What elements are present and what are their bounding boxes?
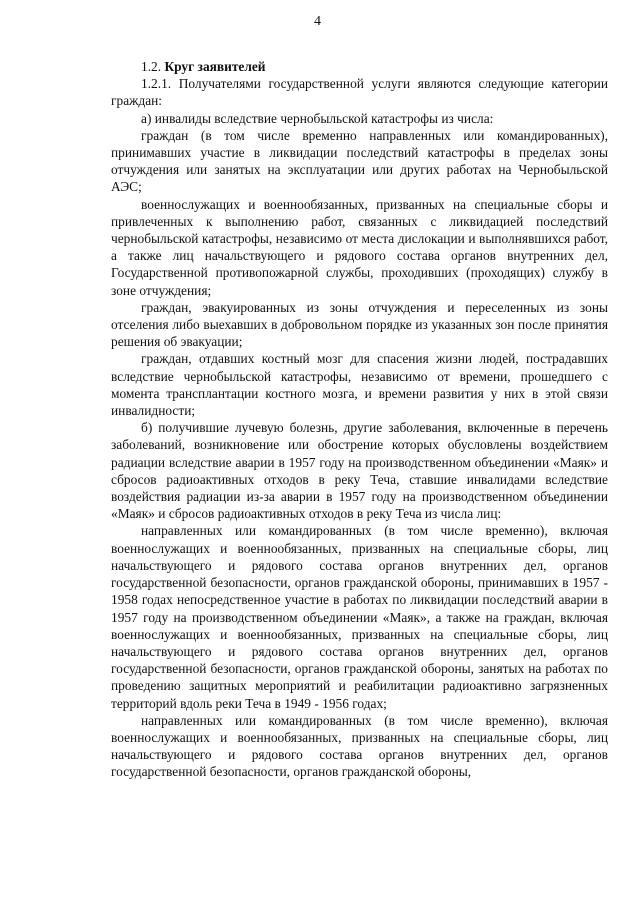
paragraph-bone-marrow-donors: граждан, отдавших костный мозг для спасения жизни людей, пострадавших вследствие чернобыльской катастрофы, независимо от времени, прошедшего с момента трансплантации костного мозга, и времени развития у них в этой связи инвалидности; xyxy=(111,351,608,419)
paragraph-military-personnel: военнослужащих и военнообязанных, призванных на специальные сборы и привлеченных к выполнению работ, связанных с ликвидацией последствий чернобыльской катастрофы, независимо от места дислокации и выполнявшихся работ, а также лиц начальствующего и рядового состава органов внутренних дел, Государственной противопожарной службы, проходивших (проходящих) службу в зоне отчуждения; xyxy=(111,196,608,298)
paragraph-mayak-directed: направленных или командированных (в том числе временно), включая военнослужащих и военнообязанных, призванных на специальные сборы, лиц начальствующего и рядового состава органов внутренних дел, органов государственной безопасности, органов гражданской обороны, xyxy=(111,712,608,780)
paragraph-evacuated-citizens: граждан, эвакуированных из зоны отчуждения и переселенных из зоны отселения либо выехавших в добровольном порядке из указанных зон после принятия решения об эвакуации; xyxy=(111,299,608,350)
paragraph-item-b: б) получившие лучевую болезнь, другие заболевания, включенные в перечень заболеваний, возникновение или обострение которых обусловлены воздействием радиации вследствие аварии в 1957 году на производственном объединении «Маяк» и сбросов радиоактивных отходов в реку Теча, ставшие инвалидами вследствие воздействия радиации из-за аварии в 1957 году на производственном объединении «Маяк» и сбросов радиоактивных отходов в реку Теча из числа лиц: xyxy=(111,420,608,522)
paragraph-chernobyl-liquidators: граждан (в том числе временно направленных или командированных), принимавших участие в ликвидации последствий катастрофы в пределах зоны отчуждения или занятых на эксплуатации или других работах на Чернобыльской АЭС; xyxy=(111,127,608,195)
section-number: 1.2. xyxy=(141,59,162,74)
paragraph-item-a: а) инвалиды вследствие чернобыльской катастрофы из числа: xyxy=(141,110,494,126)
paragraph-1-2-1: 1.2.1. Получателями государственной услуги являются следующие категории граждан: xyxy=(111,76,608,109)
section-heading xyxy=(111,58,608,75)
paragraph-mayak-liquidators: направленных или командированных (в том числе временно), включая военнослужащих и военнообязанных, призванных на специальные сборы, лиц начальствующего и рядового состава органов внутренних дел, органов государственной безопасности, органов гражданской обороны, принимавших в 1957 - 1958 годах непосредственное участие в работах по ликвидации последствий аварии в 1957 году на производственном объединении «Маяк», а также на граждан, включая военнослужащих и военнообязанных, призванных на специальные сборы, лиц начальствующего и рядового состава органов внутренних дел, органов государственной безопасности, органов гражданской обороны, занятых на работах по проведению защитных мероприятий и реабилитации радиоактивно загрязненных территорий вдоль реки Теча в 1949 - 1956 годах; xyxy=(111,523,608,711)
document-body xyxy=(111,58,608,781)
page-number: 4 xyxy=(314,14,321,29)
section-title: Круг заявителей xyxy=(164,59,266,74)
